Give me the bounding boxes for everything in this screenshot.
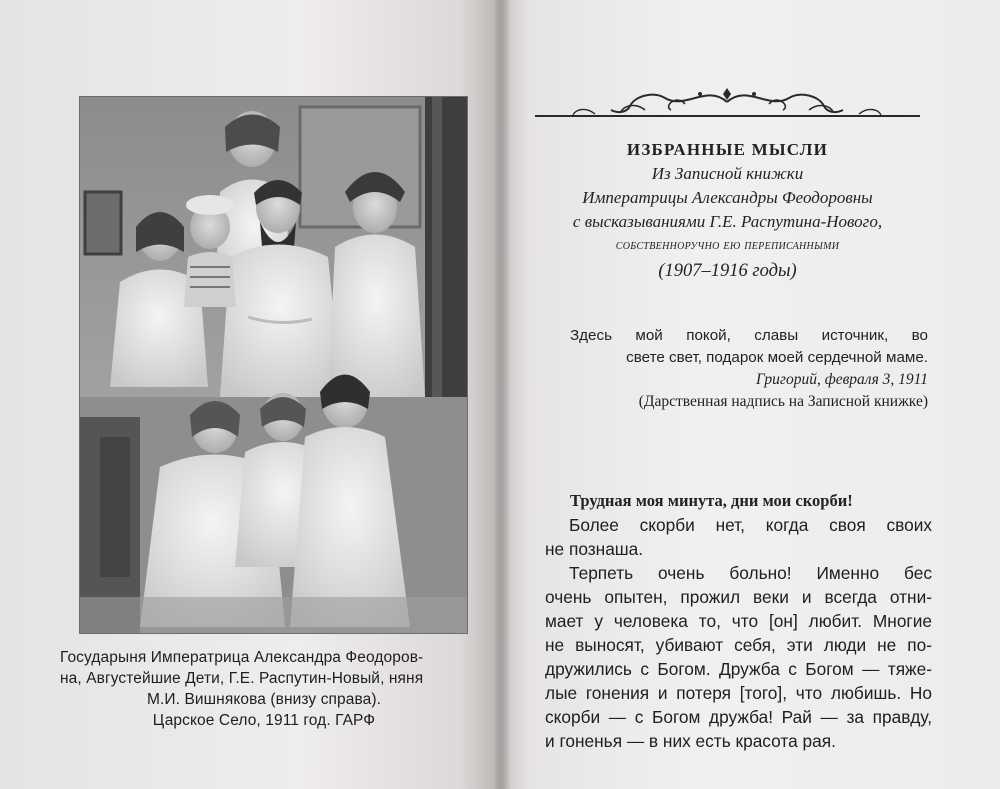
body-line: и гоненья — в них есть красота рая. — [545, 731, 836, 751]
epigraph-line: Здесь мой покой, славы источник, во — [570, 327, 928, 344]
body-line: не познаша. — [545, 539, 644, 559]
caption-line: Царское Село, 1911 год. ГАРФ — [152, 712, 376, 729]
ornament-headpiece — [535, 80, 920, 122]
section-heading: Трудная моя минута, дни мои скорби! — [570, 491, 853, 510]
body-line: мает у человека то, что [он] любит. Многие — [545, 611, 932, 631]
body-text — [545, 513, 932, 753]
book-gutter — [493, 0, 511, 789]
chapter-title — [535, 138, 920, 284]
historical-photograph — [80, 97, 467, 633]
body-line: очень опытен, прожил веки и всегда отни- — [545, 587, 932, 607]
body-line: Терпеть очень больно! Именно бес — [569, 563, 932, 583]
title-line: Императрицы Александры Феодоровны — [582, 188, 873, 207]
epigraph-signature: Григорий, февраля 3, 1911 — [756, 371, 928, 388]
photograph-drawing — [80, 97, 467, 633]
body-line: скорби — с Богом дружба! Рай — за правду, — [545, 707, 932, 727]
caption-line: на, Августейшие Дети, Г.Е. Распутин-Новый, няня — [60, 670, 424, 687]
title-line: с высказываниями Г.Е. Распутина-Нового, — [572, 212, 883, 231]
caption-line: М.И. Вишнякова (внизу справа). — [146, 691, 382, 708]
epigraph-line: свете свет, подарок моей сердечной маме. — [626, 349, 928, 366]
body-line: Более скорби нет, когда своя своих — [569, 515, 932, 535]
photo-caption — [60, 647, 468, 731]
body-line: дружились с Богом. Дружба с Богом — тяже- — [545, 659, 932, 679]
body-line: не выносят, убивают себя, эти люди не по- — [545, 635, 932, 655]
epigraph — [570, 325, 928, 413]
title-line: Из Записной книжки — [651, 164, 804, 183]
title-years: (1907–1916 годы) — [658, 261, 797, 281]
epigraph-note: (Дарственная надпись на Записной книжке) — [638, 393, 928, 410]
caption-line: Государыня Императрица Александра Феодоров- — [60, 649, 424, 666]
title-line: собственноручно ею переписанными — [615, 238, 840, 253]
body-line: лые гонения и потеря [того], что любишь. Но — [545, 683, 932, 703]
title-main: ИЗБРАННЫЕ МЫСЛИ — [626, 140, 829, 159]
